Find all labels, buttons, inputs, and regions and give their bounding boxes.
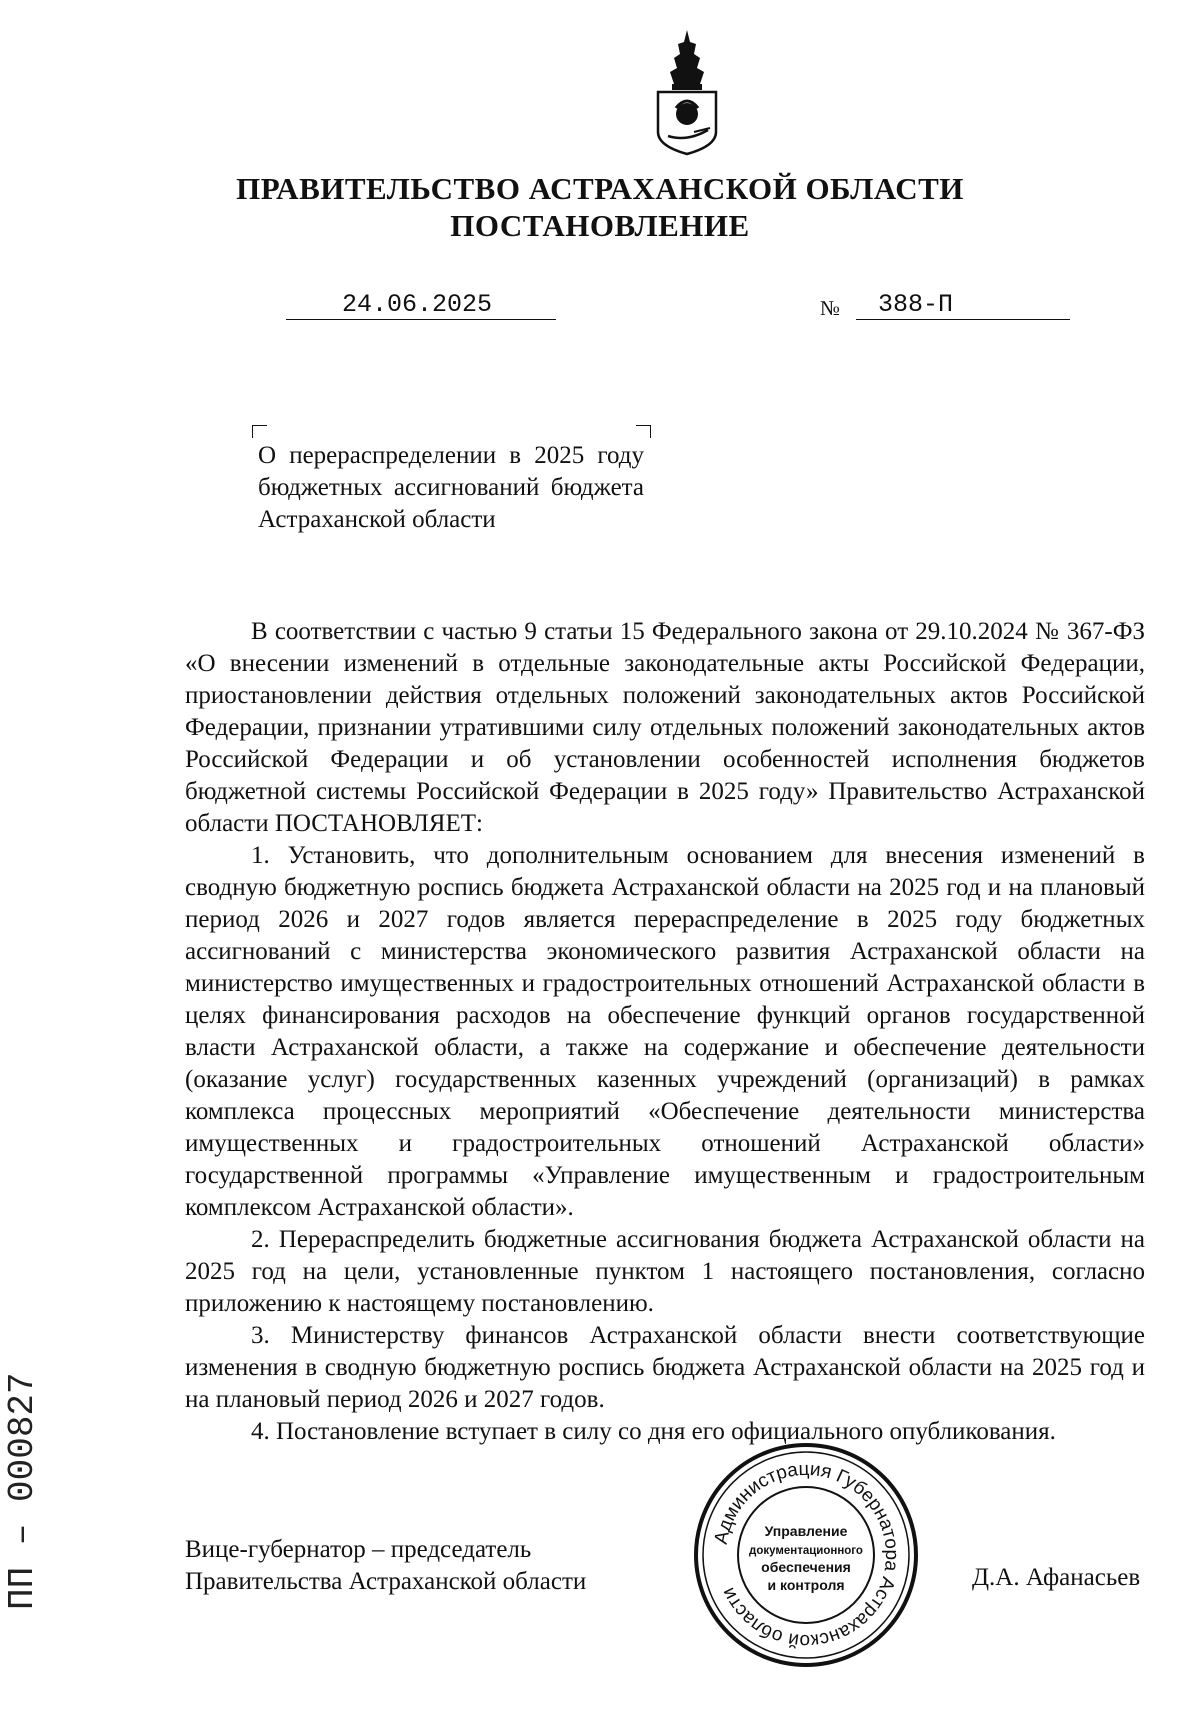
stamp-center-line: Управление	[764, 1523, 848, 1539]
stamp-center-line: и контроля	[767, 1577, 845, 1593]
body-item: 1. Установить, что дополнительным основанием для внесения изменений в сводную бюджетную роспись бюджета Астраханской области на 2025 год и на плановый период 2026 и 2027 годов является перераспределение в 2025 году бюджетных ассигнований с министерства экономического развития Астраханской области на министерство имущественных и градостроительных отношений Астраханской области в целях финансирования расходов на обеспечение функций органов государственной власти Астраханской области, а также на содержание и обеспечение деятельности (оказание услуг) государственных казенных учреждений (организаций) в рамках комплекса процессных мероприятий «Обеспечение деятельности министерства имущественных и градостроительных отношений Астраханской области» государственной программы «Управление имущественным и градостроительным комплексом Астраханской области».	[185, 842, 1145, 1221]
coat-of-arms-icon	[650, 28, 724, 156]
number-sign: №	[820, 296, 841, 320]
body-item: 4. Постановление вступает в силу со дня его официального опубликования.	[251, 1418, 1056, 1445]
number-underline	[856, 319, 1070, 320]
signatory-title-line: Вице-губернатор – председатель	[185, 1536, 532, 1563]
stamp-center-line: обеспечения	[761, 1559, 851, 1575]
subject-bracket-right	[636, 425, 651, 438]
official-stamp	[691, 1440, 921, 1670]
document-body	[185, 616, 1145, 1448]
signatory-title	[185, 1534, 586, 1598]
stamp-ring-text: Администрация Губернатора Астраханской области	[710, 1458, 903, 1652]
preamble-paragraph: В соответствии с частью 9 статьи 15 Федерального закона от 29.10.2024 № 367-ФЗ «О внесении изменений в отдельные законодательные акты Российской Федерации, приостановлении действия отдельных положений законодательных актов Российской Федерации, признании утратившими силу отдельных положений законодательных актов Российской Федерации и об установлении особенностей исполнения бюджетов бюджетной системы Российской Федерации в 2025 году» Правительство Астраханской области ПОСТАНОВЛЯЕТ:	[185, 618, 1145, 837]
document-subject: О перераспределении в 2025 году бюджетных ассигнований бюджета Астраханской области	[258, 442, 644, 533]
body-item: 3. Министерству финансов Астраханской области внести соответствующие изменения в сводную бюджетную роспись бюджета Астраханской области на 2025 год и на плановый период 2026 и 2027 годов.	[185, 1322, 1145, 1413]
body-item: 2. Перераспределить бюджетные ассигнования бюджета Астраханской области на 2025 год на цели, установленные пунктом 1 настоящего постановления, согласно приложению к настоящему постановлению.	[185, 1226, 1145, 1317]
document-number: 388-П	[878, 290, 954, 319]
stamp-center-line: документационного	[749, 1545, 863, 1557]
signatory-title-line: Правительства Астраханской области	[185, 1568, 587, 1595]
document-type: ПОСТАНОВЛЕНИЕ	[450, 208, 750, 243]
signatory-name: Д.А. Афанасьев	[972, 1564, 1141, 1591]
org-name: ПРАВИТЕЛЬСТВО АСТРАХАНСКОЙ ОБЛАСТИ	[236, 171, 964, 206]
document-date: 24.06.2025	[342, 290, 493, 319]
subject-bracket-left	[252, 425, 267, 438]
margin-registration-number: ПП – 000827	[2, 1372, 43, 1610]
date-underline	[286, 319, 556, 320]
